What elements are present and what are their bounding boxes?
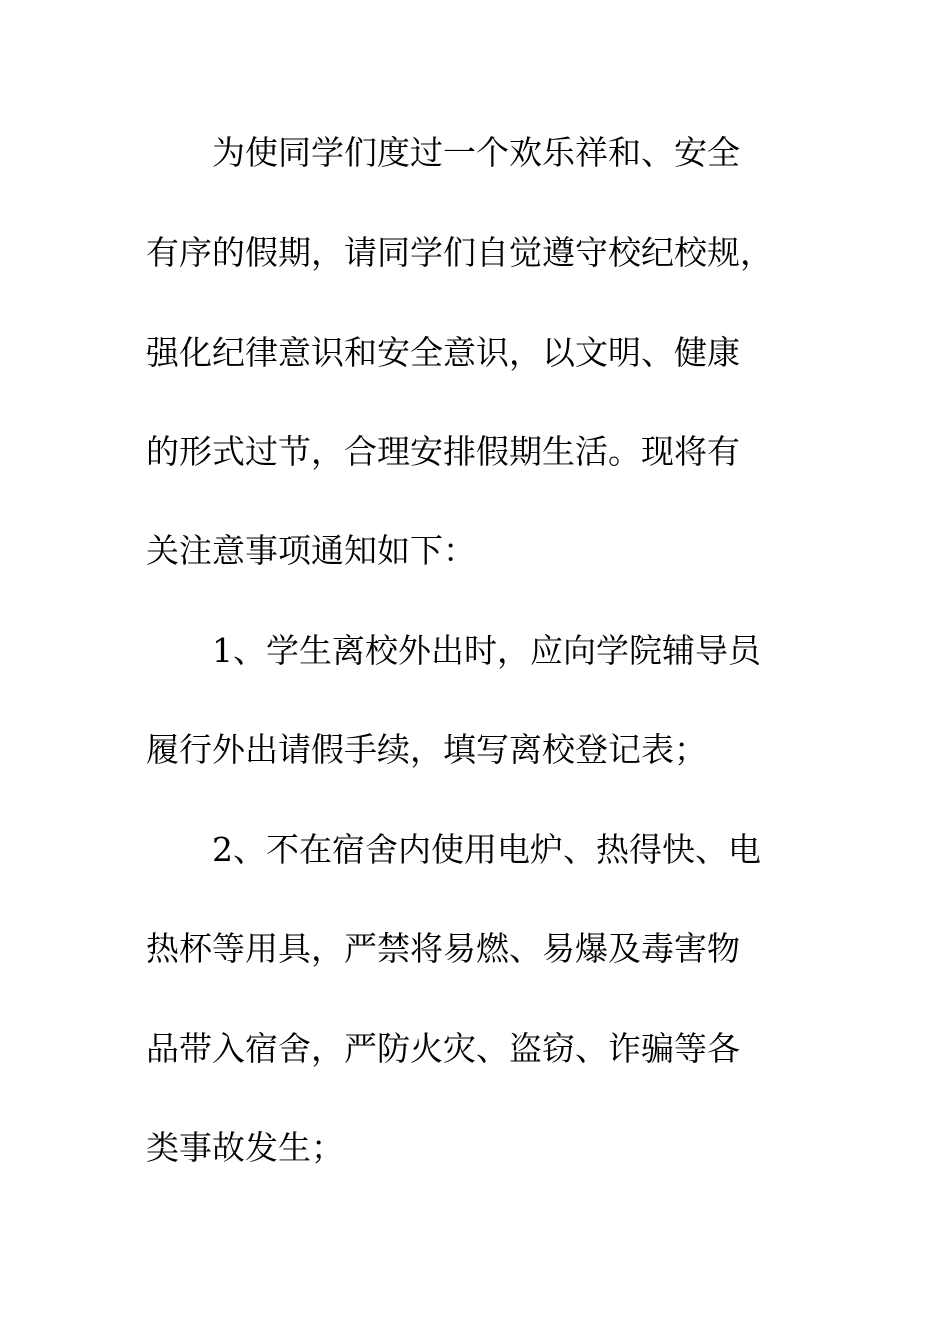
item-1-line-2: 履行外出请假手续，填写离校登记表； bbox=[146, 730, 707, 769]
paragraph-intro-line-3: 强化纪律意识和安全意识，以文明、健康 bbox=[146, 333, 740, 372]
paragraph-intro-line-4: 的形式过节，合理安排假期生活。现将有 bbox=[146, 432, 740, 471]
item-2-line-2: 热杯等用具，严禁将易燃、易爆及毒害物 bbox=[146, 929, 740, 968]
item-2-line-4: 类事故发生； bbox=[146, 1128, 344, 1167]
item-1-line-1: 1、学生离校外出时，应向学院辅导员 bbox=[212, 631, 761, 670]
item-2-line-1: 2、不在宿舍内使用电炉、热得快、电 bbox=[212, 830, 761, 869]
paragraph-intro-line-2: 有序的假期，请同学们自觉遵守校纪校规， bbox=[146, 233, 773, 272]
paragraph-intro-line-5: 关注意事项通知如下： bbox=[146, 531, 476, 570]
paragraph-intro-line-1: 为使同学们度过一个欢乐祥和、安全 bbox=[212, 133, 740, 172]
item-2-line-3: 品带入宿舍，严防火灾、盗窃、诈骗等各 bbox=[146, 1029, 740, 1068]
